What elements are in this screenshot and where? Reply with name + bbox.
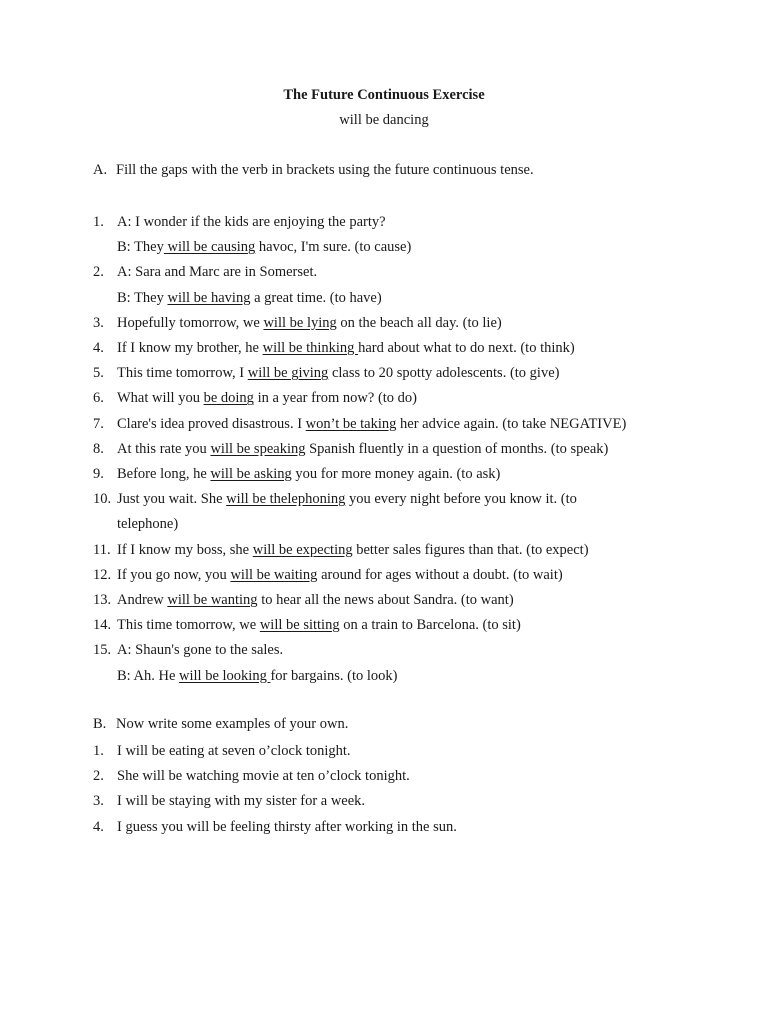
- exercise-line: [0, 615, 768, 635]
- section-b-label: B.: [93, 716, 107, 732]
- prompt-text: I will be eating at seven o’clock tonight.: [117, 743, 351, 759]
- exercise-line: [0, 414, 768, 434]
- prompt-text: telephone): [117, 516, 179, 533]
- exercise-line: [0, 363, 768, 383]
- prompt-text: Clare's idea proved disastrous. I: [117, 415, 306, 432]
- item-number: 8.: [93, 440, 104, 457]
- exercise-line: [0, 439, 768, 459]
- exercise-line: [0, 514, 768, 534]
- exercise-line: [0, 464, 768, 484]
- item-text: [117, 565, 563, 585]
- prompt-text: A: Shaun's gone to the sales.: [117, 642, 284, 659]
- item-text: [117, 615, 521, 635]
- page-title: The Future Continuous Exercise: [283, 87, 485, 103]
- prompt-text: I will be staying with my sister for a week.: [117, 793, 366, 810]
- item-text: [117, 464, 500, 484]
- item-number: 1.: [93, 743, 104, 759]
- item-text: [117, 338, 575, 358]
- item-number: 7.: [93, 415, 104, 432]
- item-number: 13.: [93, 592, 112, 608]
- prompt-text: B: They: [117, 239, 164, 256]
- prompt-text: her advice again. (to take NEGATIVE): [396, 415, 627, 432]
- answer-text: will be thelephoning: [226, 491, 346, 508]
- item-text: [117, 288, 382, 308]
- item-text: [117, 640, 283, 660]
- prompt-text: a great time. (to have): [250, 289, 382, 306]
- answer-text: will be waiting: [230, 566, 318, 583]
- exercise-line: [0, 313, 768, 333]
- item-text: [117, 540, 589, 560]
- item-number: 2.: [93, 768, 104, 785]
- answer-text: will be speaking: [210, 440, 306, 457]
- exercise-line: [0, 489, 768, 509]
- prompt-text: Spanish fluently in a question of months. (to speak): [305, 440, 609, 457]
- prompt-text: What will you: [117, 390, 204, 407]
- item-number: 6.: [93, 390, 104, 407]
- prompt-text: Andrew: [117, 592, 168, 608]
- exercise-line: [0, 791, 768, 811]
- prompt-text: If I know my brother, he: [117, 340, 263, 356]
- prompt-text: If I know my boss, she: [117, 541, 253, 558]
- item-text: [117, 439, 608, 459]
- exercise-line: [0, 237, 768, 257]
- item-number: 10.: [93, 491, 112, 508]
- section-a-label: A.: [93, 162, 108, 178]
- exercise-line: [0, 741, 768, 761]
- item-number: 3.: [93, 314, 104, 331]
- item-text: [117, 817, 457, 837]
- answer-text: won’t be taking: [305, 415, 397, 432]
- prompt-text: Hopefully tomorrow, we: [117, 314, 264, 331]
- prompt-text: This time tomorrow, I: [117, 365, 248, 382]
- exercise-line: [0, 640, 768, 660]
- prompt-text: B: They: [117, 289, 168, 306]
- exercise-line: [0, 288, 768, 308]
- item-number: 15.: [93, 642, 112, 659]
- item-number: 2.: [93, 264, 104, 281]
- exercise-line: [0, 590, 768, 610]
- exercise-line: [0, 262, 768, 282]
- item-text: [117, 212, 386, 232]
- prompt-text: you every night before you know it. (to: [345, 491, 577, 508]
- section-b-heading: [93, 716, 348, 733]
- item-text: [117, 262, 317, 282]
- answer-text: will be having: [167, 289, 251, 306]
- exercise-line: [0, 766, 768, 786]
- prompt-text: At this rate you: [117, 440, 211, 457]
- answer-text: will be asking: [210, 466, 292, 482]
- answer-text: will be looking: [179, 667, 271, 684]
- prompt-text: in a year from now? (to do): [253, 390, 418, 407]
- prompt-text: class to 20 spotty adolescents. (to give): [328, 365, 560, 382]
- prompt-text: If you go now, you: [117, 566, 231, 583]
- prompt-text: on the beach all day. (to lie): [336, 314, 502, 331]
- item-text: [117, 313, 502, 333]
- answer-text: will be wanting: [167, 592, 258, 608]
- prompt-text: She will be watching movie at ten o’clock tonight.: [117, 768, 410, 785]
- prompt-text: better sales figures than that. (to expect): [352, 541, 589, 558]
- item-text: [117, 741, 351, 761]
- prompt-text: around for ages without a doubt. (to wait): [317, 566, 563, 583]
- item-number: 1.: [93, 214, 104, 230]
- item-text: [117, 414, 626, 434]
- prompt-text: Before long, he: [117, 466, 211, 482]
- exercise-line: [0, 540, 768, 560]
- item-text: [117, 237, 411, 257]
- prompt-text: on a train to Barcelona. (to sit): [339, 617, 521, 634]
- item-text: [117, 489, 577, 509]
- prompt-text: B: Ah. He: [117, 667, 180, 684]
- item-number: 4.: [93, 818, 104, 835]
- answer-text: will be causing: [163, 239, 256, 256]
- prompt-text: hard about what to do next. (to think): [358, 340, 575, 356]
- page-subtitle: will be dancing: [339, 112, 429, 128]
- answer-text: will be lying: [263, 314, 337, 331]
- item-number: 3.: [93, 793, 104, 810]
- item-text: [117, 590, 514, 610]
- prompt-text: for bargains. (to look): [270, 667, 398, 684]
- section-a-heading: [93, 162, 534, 179]
- prompt-text: I guess you will be feeling thirsty after working in the sun.: [117, 818, 457, 835]
- item-text: [117, 791, 365, 811]
- exercise-line: [0, 666, 768, 686]
- item-number: 12.: [93, 566, 112, 583]
- answer-text: will be sitting: [259, 617, 340, 634]
- exercise-line: [0, 388, 768, 408]
- item-number: 4.: [93, 340, 104, 356]
- exercise-line: [0, 338, 768, 358]
- item-number: 11.: [93, 541, 111, 558]
- exercise-line: [0, 212, 768, 232]
- item-text: [117, 388, 417, 408]
- prompt-text: This time tomorrow, we: [117, 617, 260, 634]
- prompt-text: A: Sara and Marc are in Somerset.: [117, 264, 318, 281]
- item-number: 9.: [93, 466, 104, 482]
- prompt-text: to hear all the news about Sandra. (to want): [257, 592, 514, 608]
- answer-text: will be giving: [247, 365, 329, 382]
- item-number: 5.: [93, 365, 104, 382]
- item-text: [117, 363, 559, 383]
- prompt-text: havoc, I'm sure. (to cause): [255, 239, 412, 256]
- item-text: [117, 666, 397, 686]
- item-number: 14.: [93, 617, 112, 634]
- prompt-text: you for more money again. (to ask): [291, 466, 501, 482]
- answer-text: will be expecting: [252, 541, 353, 558]
- answer-text: will be thinking: [262, 340, 359, 356]
- item-text: [117, 514, 178, 534]
- prompt-text: Just you wait. She: [117, 491, 227, 508]
- exercise-line: [0, 817, 768, 837]
- section-a-instruction: Fill the gaps with the verb in brackets using the future continuous tense.: [116, 162, 534, 178]
- prompt-text: A: I wonder if the kids are enjoying the party?: [117, 214, 386, 230]
- answer-text: be doing: [203, 390, 254, 407]
- item-text: [117, 766, 410, 786]
- section-b-instruction: Now write some examples of your own.: [116, 716, 349, 732]
- exercise-line: [0, 565, 768, 585]
